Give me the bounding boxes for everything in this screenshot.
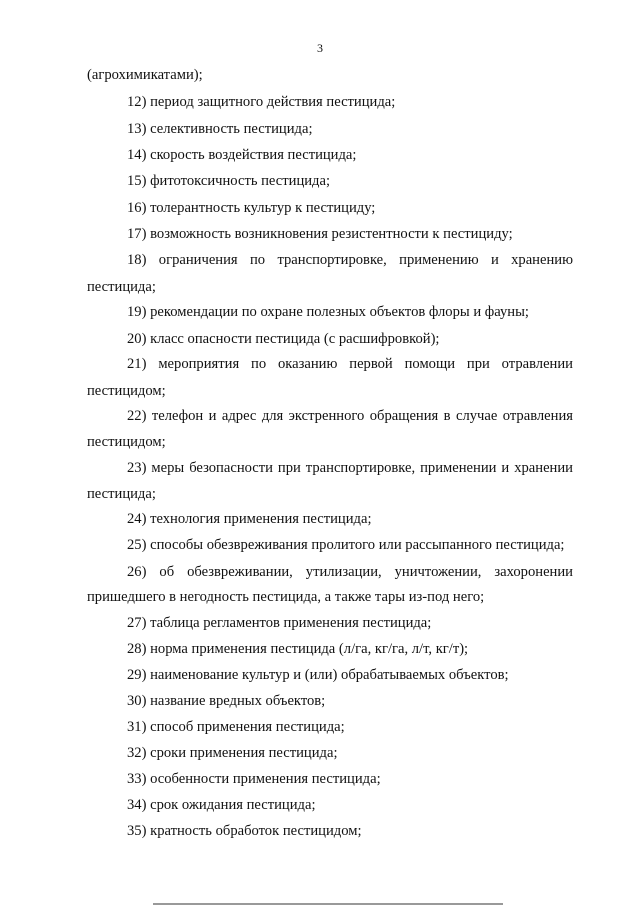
text-line: 16) толерантность культур к пестициду; [127,200,376,216]
text-line: 18) ограничения по транспортировке, применению и хранению [127,252,573,268]
text-line: 30) название вредных объектов; [127,693,326,709]
text-line: 26) об обезвреживании, утилизации, уничтожении, захоронении [127,564,573,580]
text-line: 12) период защитного действия пестицида; [127,94,396,110]
text-line: 34) срок ожидания пестицида; [127,797,316,813]
text-line: 20) класс опасности пестицида (с расшифровкой); [127,331,440,347]
text-line: пришедшего в негодность пестицида, а также тары из-под него; [87,589,485,605]
text-line: 19) рекомендации по охране полезных объектов флоры и фауны; [127,304,529,320]
text-line: пестицидом; [87,434,166,450]
text-line: 31) способ применения пестицида; [127,719,345,735]
text-line: пестицида; [87,486,156,502]
text-line: 15) фитотоксичность пестицида; [127,173,331,189]
text-line: 21) мероприятия по оказанию первой помощи при отравлении [127,356,573,372]
text-line: пестицида; [87,279,156,295]
text-line: 33) особенности применения пестицида; [127,771,381,787]
text-line: 17) возможность возникновения резистентности к пестициду; [127,226,513,242]
text-line: пестицидом; [87,383,166,399]
text-line: 14) скорость воздействия пестицида; [127,147,357,163]
text-line: 32) сроки применения пестицида; [127,745,338,761]
text-line: 23) меры безопасности при транспортировке, применении и хранении [127,460,573,476]
text-line: 13) селективность пестицида; [127,121,313,137]
text-line: 35) кратность обработок пестицидом; [127,823,362,839]
text-line: 29) наименование культур и (или) обрабатываемых объектов; [127,667,509,683]
text-line: 25) способы обезвреживания пролитого или рассыпанного пестицида; [127,537,565,553]
text-line: 22) телефон и адрес для экстренного обращения в случае отравления [127,408,573,424]
page-number: 3 [317,41,323,55]
text-line: 27) таблица регламентов применения пестицида; [127,615,432,631]
text-line: 24) технология применения пестицида; [127,511,372,527]
text-line: (агрохимикатами); [87,67,203,83]
text-line: 28) норма применения пестицида (л/га, кг/га, л/т, кг/т); [127,641,469,657]
